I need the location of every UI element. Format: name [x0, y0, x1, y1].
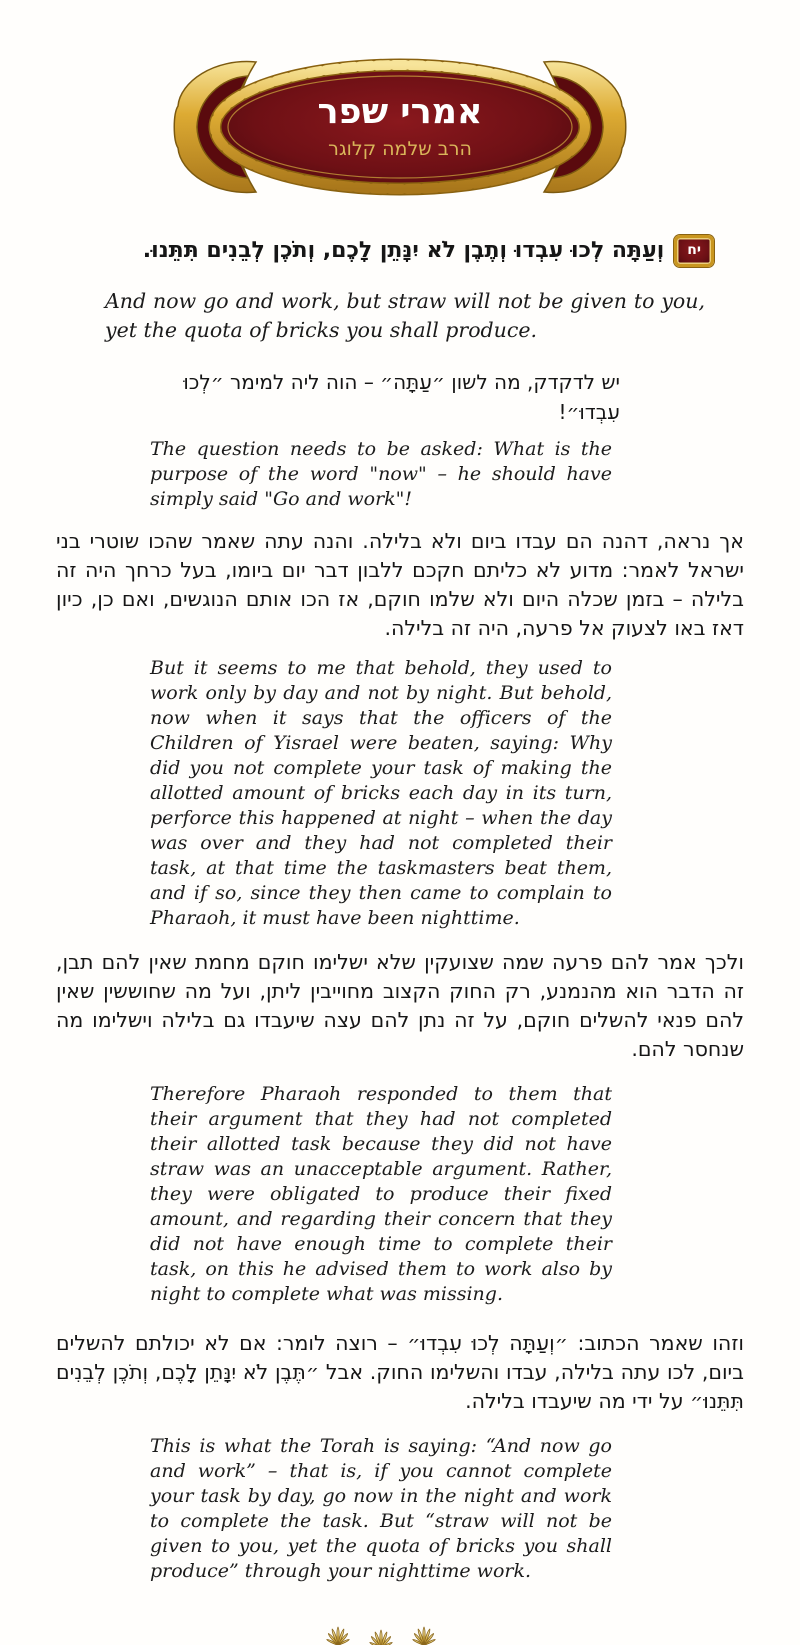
hebrew-commentary-3: ולכך אמר להם פרעה שמה שצועקין שלא ישלימו חוקם מחמת שאין להם תבן, זה הדבר הוא מהנמנע, רק החוק הקצוב מחוייבין ליתן, ועל מה שחוששין שאין להם פנאי להשלים חוקם, על זה נתן להם עצה שיעבדו גם בלילה וישלימו מה שנחסר להם.: [56, 950, 744, 1061]
verse-section: [0, 234, 800, 345]
shell-icon: [326, 1624, 350, 1645]
banner-ornament: [170, 56, 630, 198]
verse-english: And now go and work, but straw will not be given to you, yet the quota of bricks you shall produce.: [105, 289, 705, 342]
commentary-section: [0, 367, 800, 1584]
book-banner: [0, 0, 800, 198]
english-translation-1: The question needs to be asked: What is the purpose of the word "now" – he should have simply said "Go and work"!: [150, 438, 612, 510]
book-title: אמרי שפר: [317, 92, 483, 132]
english-translation-2: But it seems to me that behold, they used to work only by day and not by night. But behold, now when it says that the officers of the Children of Yisrael were beaten, saying: Why did you not complete your task of making the allotted amount of bricks each day in its turn, perforce this happened at night – when the day was over and they had not completed their task, at that time the taskmasters beat them, and if so, since they then came to complain to Pharaoh, it must have been nighttime.: [150, 657, 612, 929]
hebrew-commentary-2: אך נראה, דהנה הם עבדו ביום ולא בלילה. והנה עתה שאמר שהכו שוטרי בני ישראל לאמר: מדוע לא כליתם חקכם ללבון דבר יום ביומו, בעל כרחך היה זה בלילה – בזמן שכלה היום ולא שלמו חוקם, אז הכו אותם הנוגשים, ואם כן, כיון דאז באו לצעוק אל פרעה, היה זה בלילה.: [56, 529, 744, 640]
hebrew-commentary-4: וזהו שאמר הכתוב: ״וְעַתָּה לְכוּ עִבְדוּ״ – רוצה לומר: אם לא יכולתם להשלים ביום, לכו עתה בלילה, עבדו והשלימו החוק. אבל ״תֶּבֶן לֹא יִנָּתֵן לָכֶם, וְתֹכֶן לְבֵנִים תִּתֵּנוּ״ על ידי מה שיעבדו בלילה.: [56, 1331, 744, 1413]
verse-hebrew: [60, 234, 714, 267]
verse-hebrew-text: וְעַתָּה לְכוּ עִבְדוּ וְתֶבֶן לֹא יִנָּתֵן לָכֶם, וְתֹכֶן לְבֵנִים תִּתֵּנוּ.: [142, 238, 665, 263]
shell-icon: [369, 1627, 393, 1645]
verse-number-badge: יח: [674, 235, 714, 267]
footer-ornaments: [150, 1624, 612, 1645]
english-translation-3: Therefore Pharaoh responded to them that their argument that they had not completed their allotted task because they did not have straw was an unacceptable argument. Rather, they were obligated to produce their fixed amount, and regarding their concern that they did not have enough time to complete their task, on this he advised them to work also by night to complete what was missing.: [150, 1083, 612, 1305]
hebrew-commentary-1: יש לדקדק, מה לשון ״עַתָּה״ – הוה ליה למימר ״לְכוּ עִבְדוּ״!: [183, 370, 620, 424]
book-author: הרב שלמה קלוגר: [328, 138, 472, 160]
shell-icon: [412, 1624, 436, 1645]
english-translation-4: This is what the Torah is saying: “And now go and work” – that is, if you cannot complete your task by day, go now in the night and work to complete the task. But “straw will not be given to you, yet the quota of bricks you shall produce” through your nighttime work.: [150, 1435, 612, 1582]
